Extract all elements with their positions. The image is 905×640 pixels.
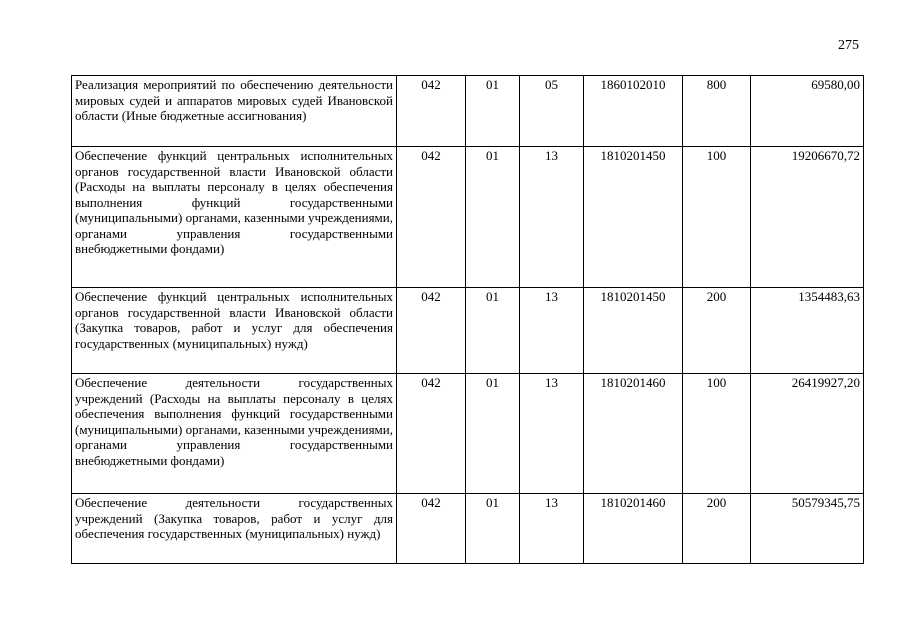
amount-value: 50579345,75: [751, 494, 864, 564]
ministry-code: 042: [397, 147, 466, 288]
target-article-code: 1810201460: [584, 494, 683, 564]
amount-value: 69580,00: [751, 76, 864, 147]
subsection-code: 05: [520, 76, 584, 147]
section-code: 01: [466, 494, 520, 564]
ministry-code: 042: [397, 76, 466, 147]
row-description: Обеспечение деятельности государственных учреждений (Закупка товаров, работ и услуг для обеспечения государственных (муниципальных) нужд): [72, 494, 397, 564]
row-description: Обеспечение деятельности государственных учреждений (Расходы на выплаты персоналу в целях обеспечения выполнения функций государственными (муниципальными) органами, казенными учреждениями, органами управления государственными внебюджетными фондами): [72, 374, 397, 494]
section-code: 01: [466, 288, 520, 374]
ministry-code: 042: [397, 374, 466, 494]
amount-value: 19206670,72: [751, 147, 864, 288]
section-code: 01: [466, 76, 520, 147]
budget-table: [71, 75, 864, 564]
subsection-code: 13: [520, 288, 584, 374]
target-article-code: 1810201460: [584, 374, 683, 494]
row-description: Реализация мероприятий по обеспечению деятельности мировых судей и аппаратов мировых судей Ивановской области (Иные бюджетные ассигнования): [72, 76, 397, 147]
expense-type-code: 200: [683, 494, 751, 564]
expense-type-code: 100: [683, 147, 751, 288]
section-code: 01: [466, 147, 520, 288]
target-article-code: 1810201450: [584, 147, 683, 288]
expense-type-code: 100: [683, 374, 751, 494]
subsection-code: 13: [520, 494, 584, 564]
target-article-code: 1860102010: [584, 76, 683, 147]
table-row: [72, 147, 864, 288]
table-row: [72, 494, 864, 564]
target-article-code: 1810201450: [584, 288, 683, 374]
subsection-code: 13: [520, 374, 584, 494]
amount-value: 1354483,63: [751, 288, 864, 374]
page-number: 275: [838, 38, 859, 53]
table-row: [72, 374, 864, 494]
table-row: [72, 76, 864, 147]
section-code: 01: [466, 374, 520, 494]
expense-type-code: 200: [683, 288, 751, 374]
amount-value: 26419927,20: [751, 374, 864, 494]
table-row: [72, 288, 864, 374]
row-description: Обеспечение функций центральных исполнительных органов государственной власти Ивановской области (Расходы на выплаты персоналу в целях обеспечения выполнения функций государственными (муниципальными) органами, казенными учреждениями, органами управления государственными внебюджетными фондами): [72, 147, 397, 288]
ministry-code: 042: [397, 494, 466, 564]
subsection-code: 13: [520, 147, 584, 288]
row-description: Обеспечение функций центральных исполнительных органов государственной власти Ивановской области (Закупка товаров, работ и услуг для обеспечения государственных (муниципальных) нужд): [72, 288, 397, 374]
ministry-code: 042: [397, 288, 466, 374]
expense-type-code: 800: [683, 76, 751, 147]
